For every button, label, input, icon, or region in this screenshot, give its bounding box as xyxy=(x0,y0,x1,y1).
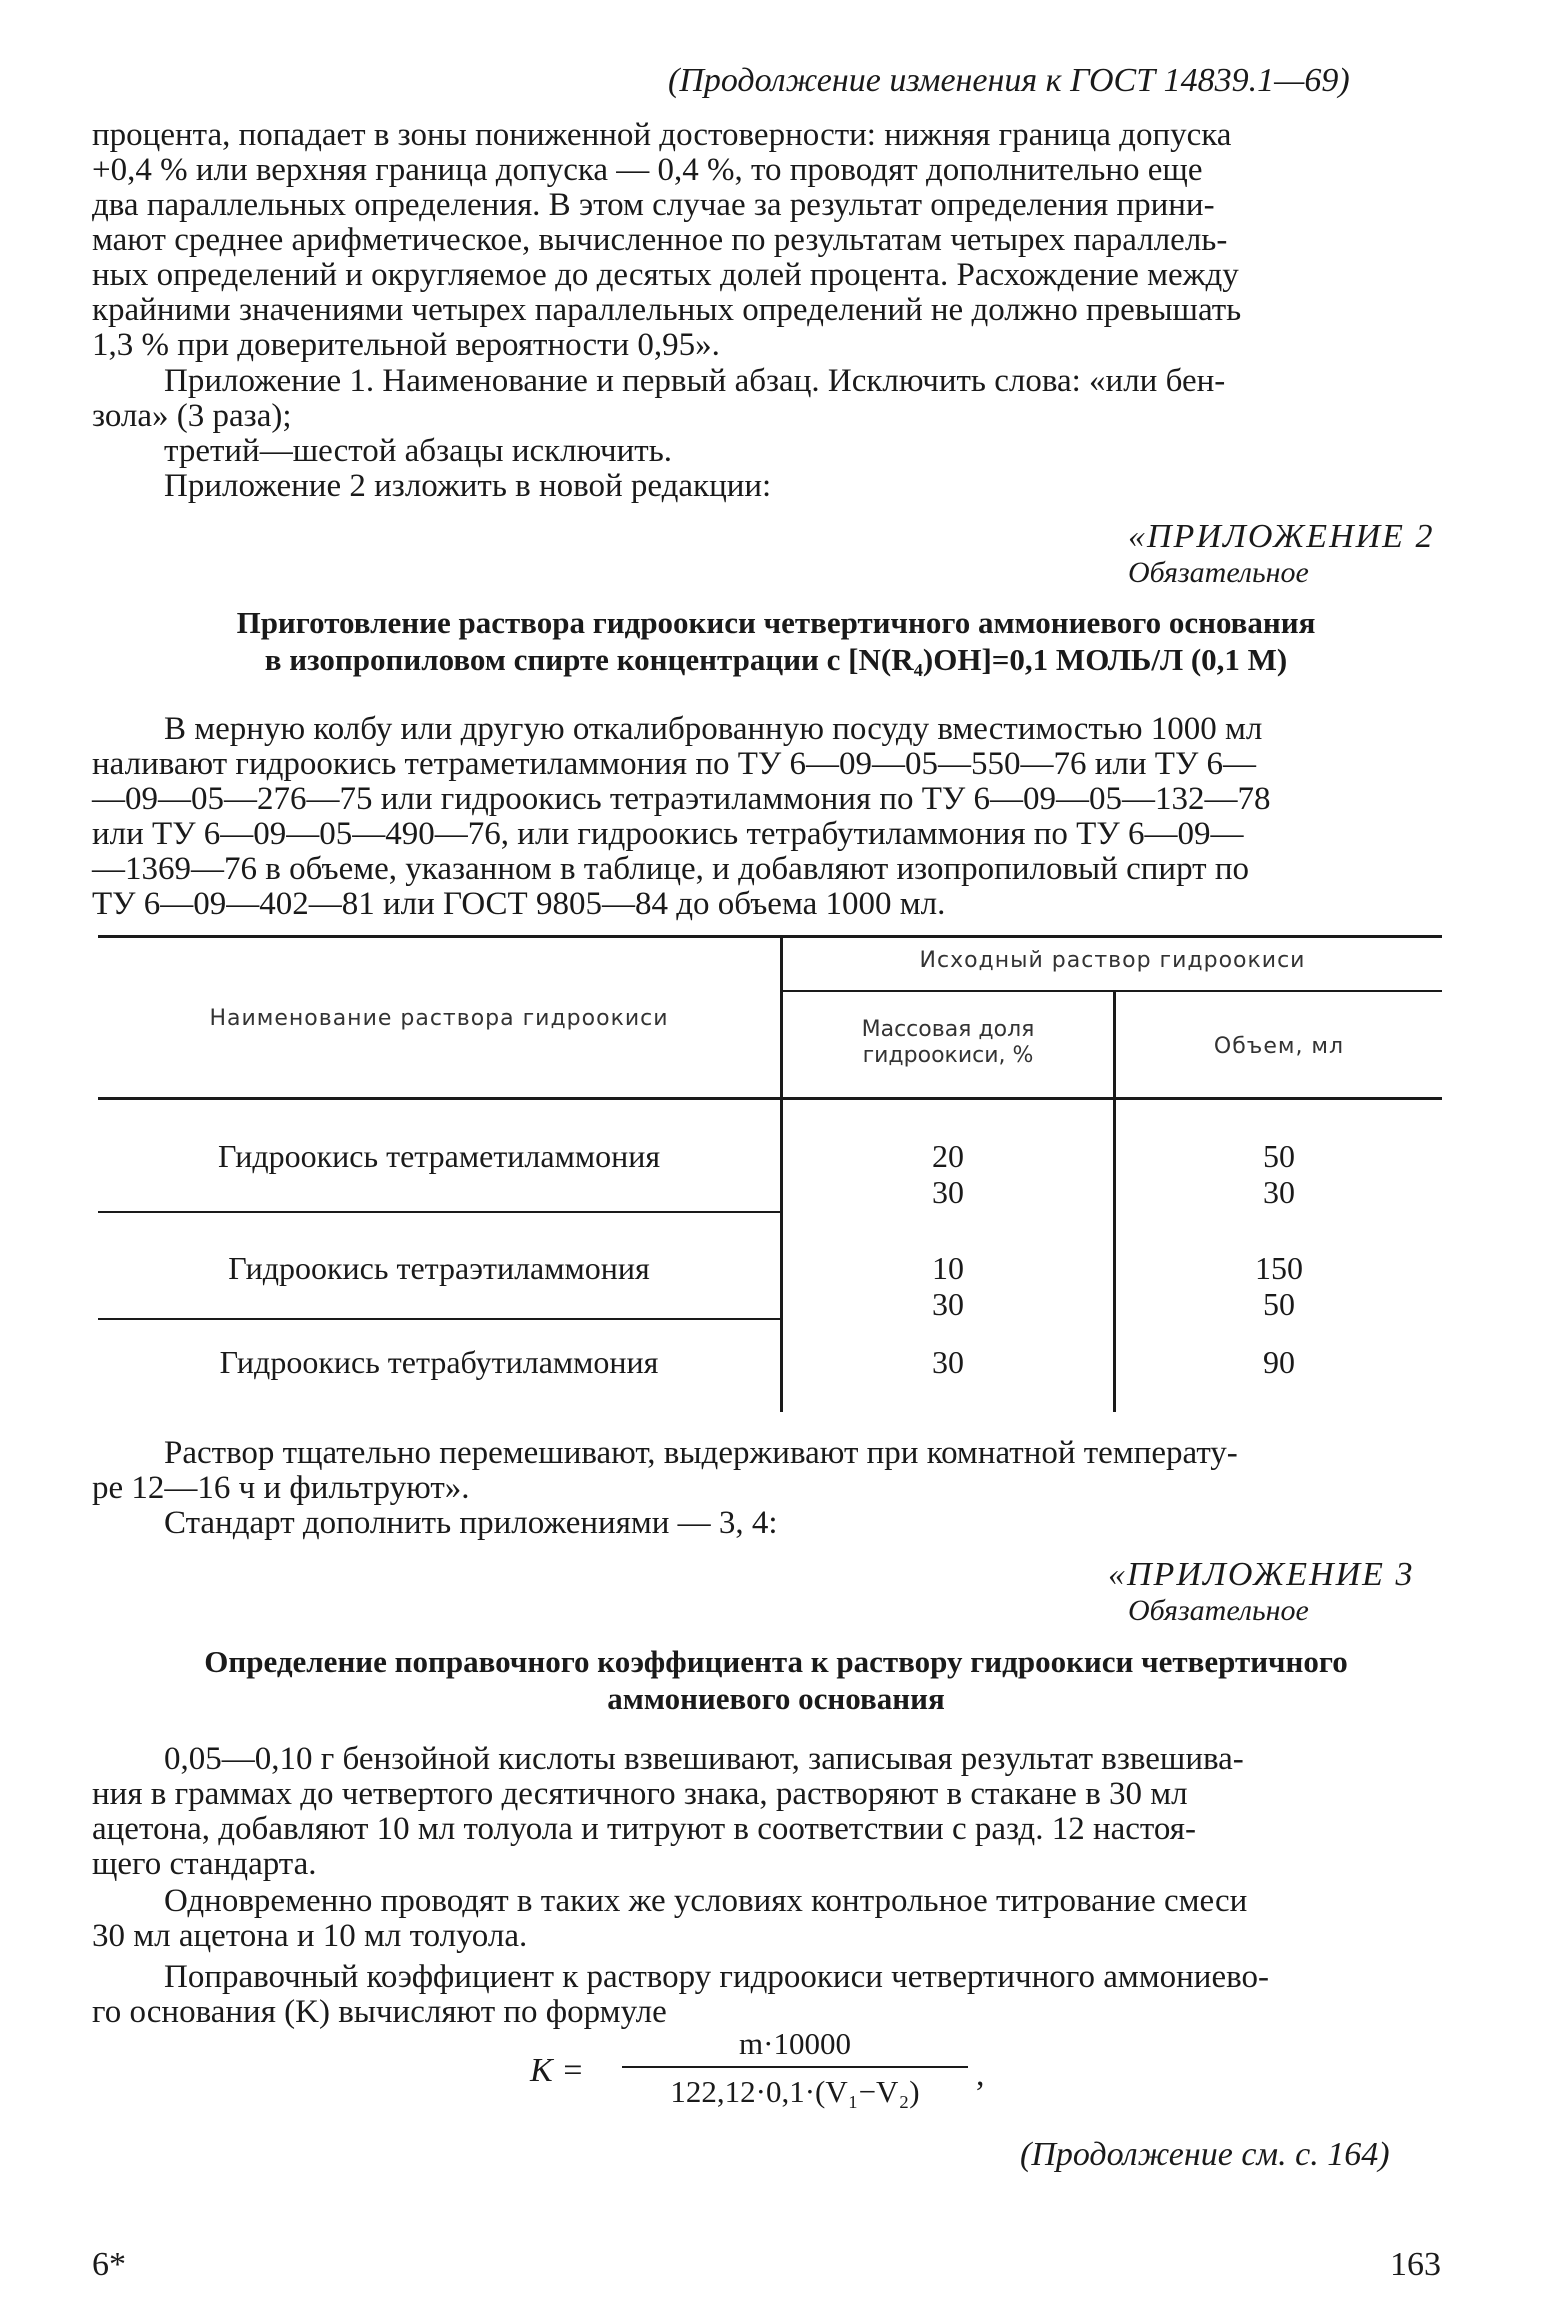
table-value: 20 xyxy=(932,1138,964,1174)
formula-numerator: m·10000 xyxy=(739,2026,851,2061)
table-cell-mass xyxy=(783,1138,1113,1210)
text-line: ТУ 6—09—402—81 или ГОСТ 9805—84 до объема 1000 мл. xyxy=(92,886,946,922)
text-line: Раствор тщательно перемешивают, выдерживают при комнатной температу- xyxy=(164,1435,1238,1471)
text-line: ния в граммах до четвертого десятичного знака, растворяют в стакане в 30 мл xyxy=(92,1776,1188,1812)
text-line: —1369—76 в объеме, указанном в таблице, и добавляют изопропиловый спирт по xyxy=(92,851,1249,887)
text-line: щего стандарта. xyxy=(92,1846,317,1882)
text-line: Стандарт дополнить приложениями — 3, 4: xyxy=(164,1505,778,1541)
table-row-rule xyxy=(98,1211,780,1213)
page-number: 163 xyxy=(1390,2246,1441,2283)
table-value: 50 xyxy=(1263,1138,1295,1174)
table-header-mass-line: гидроокиси, % xyxy=(862,1043,1034,1068)
footer-signature-mark: 6* xyxy=(92,2246,126,2283)
text-line: Приложение 2 изложить в новой редакции: xyxy=(164,468,772,504)
appendix3-status: Обязательное xyxy=(1128,1594,1309,1627)
text-line: Одновременно проводят в таких же условиях контрольное титрование смеси xyxy=(164,1883,1248,1919)
table-cell-name: Гидроокись тетраметиламмония xyxy=(217,1138,661,1174)
table-cell-name: Гидроокись тетраэтиламмония xyxy=(228,1250,650,1286)
text-line: Поправочный коэффициент к раствору гидроокиси четвертичного аммониево- xyxy=(164,1959,1269,1995)
text-line: наливают гидроокись тетраметиламмония по ТУ 6—09—05—550—76 или ТУ 6— xyxy=(92,746,1257,782)
formula-trailing-comma: , xyxy=(976,2056,985,2093)
appendix3-paragraph-2 xyxy=(92,1884,1442,1954)
table-header-rule xyxy=(98,1097,1442,1100)
appendix3-paragraph-1 xyxy=(92,1742,1442,1882)
appendix3-paragraph-3 xyxy=(92,1960,1442,2030)
appendix3-label: «ПРИЛОЖЕНИЕ 3 xyxy=(1108,1556,1415,1593)
text-line: крайними значениями четырех параллельных определений не должно превышать xyxy=(92,292,1242,328)
table-cell-volume xyxy=(1116,1250,1442,1322)
appendix3-title-line1: Определение поправочного коэффициента к раствору гидроокиси четвертичного xyxy=(204,1644,1348,1679)
text-line: Приложение 1. Наименование и первый абзац. Исключить слова: «или бен- xyxy=(164,363,1226,399)
table-header-mass xyxy=(783,1017,1113,1069)
table-group-rule xyxy=(780,990,1442,992)
text-line: два параллельных определения. В этом случае за результат определения прини- xyxy=(92,187,1215,223)
text-line: 30 мл ацетона и 10 мл толуола. xyxy=(92,1918,528,1954)
table-cell-name: Гидроокись тетрабутиламмония xyxy=(219,1344,659,1380)
table-cell-mass: 30 xyxy=(932,1344,964,1380)
table-row-rule xyxy=(98,1318,780,1320)
formula-fraction-bar xyxy=(622,2066,968,2068)
appendix2-label: «ПРИЛОЖЕНИЕ 2 xyxy=(1128,518,1435,555)
text-line: третий—шестой абзацы исключить. xyxy=(164,433,673,469)
table-header-name: Наименование раствора гидроокиси xyxy=(209,1006,669,1031)
running-header: (Продолжение изменения к ГОСТ 14839.1—69) xyxy=(668,62,1350,99)
table-value: 10 xyxy=(932,1250,964,1286)
table-cell-volume: 90 xyxy=(1263,1344,1295,1380)
text-line: ре 12—16 ч и фильтруют». xyxy=(92,1470,470,1506)
table-header-volume: Объем, мл xyxy=(1213,1034,1345,1059)
appendix3-title-line2: аммониевого основания xyxy=(607,1681,945,1716)
formula-lhs: K = xyxy=(530,2052,585,2089)
table-value: 150 xyxy=(1255,1250,1303,1286)
text-line: зола» (3 раза); xyxy=(92,398,292,434)
table-cell-volume xyxy=(1116,1138,1442,1210)
table-cell-mass xyxy=(783,1250,1113,1322)
continuation-note: (Продолжение см. с. 164) xyxy=(1020,2136,1390,2173)
text-line: ацетона, добавляют 10 мл толуола и титруют в соответствии с разд. 12 настоя- xyxy=(92,1811,1196,1847)
text-line: мают среднее арифметическое, вычисленное по результатам четырех параллель- xyxy=(92,222,1228,258)
text-line: го основания (K) вычисляют по формуле xyxy=(92,1994,667,2030)
text-line: +0,4 % или верхняя граница допуска — 0,4 %, то проводят дополнительно еще xyxy=(92,152,1203,188)
table-top-rule xyxy=(98,935,1442,938)
table-header-mass-line: Массовая доля xyxy=(861,1017,1035,1042)
text-line: ных определений и округляемое до десятых долей процента. Расхождение между xyxy=(92,257,1239,293)
table-value: 50 xyxy=(1263,1286,1295,1322)
text-line: или ТУ 6—09—05—490—76, или гидроокись тетрабутиламмония по ТУ 6—09— xyxy=(92,816,1244,852)
text-line: 1,3 % при доверительной вероятности 0,95». xyxy=(92,327,720,363)
text-line: 0,05—0,10 г бензойной кислоты взвешивают, записывая результат взвешива- xyxy=(164,1741,1244,1777)
appendix2-title-line2: в изопропиловом спирте концентрации c [N(R₄)OH]=0,1 МОЛЬ/Л (0,1 М) xyxy=(264,642,1288,677)
text-line: —09—05—276—75 или гидроокись тетраэтиламмония по ТУ 6—09—05—132—78 xyxy=(92,781,1271,817)
table-header-group: Исходный раствор гидроокиси xyxy=(919,948,1306,973)
appendix2-title-line1: Приготовление раствора гидроокиси четвертичного аммониевого основания xyxy=(236,605,1316,640)
formula-denominator: 122,12·0,1·(V₁−V₂) xyxy=(670,2074,920,2109)
after-table-paragraph xyxy=(92,1436,1442,1541)
text-line: процента, попадает в зоны пониженной достоверности: нижняя граница допуска xyxy=(92,117,1232,153)
table-value: 30 xyxy=(932,1174,964,1210)
appendix2-status: Обязательное xyxy=(1128,556,1309,589)
table-value: 30 xyxy=(1263,1174,1295,1210)
text-line: В мерную колбу или другую откалиброванную посуду вместимостью 1000 мл xyxy=(164,711,1263,747)
table-value: 30 xyxy=(932,1286,964,1322)
